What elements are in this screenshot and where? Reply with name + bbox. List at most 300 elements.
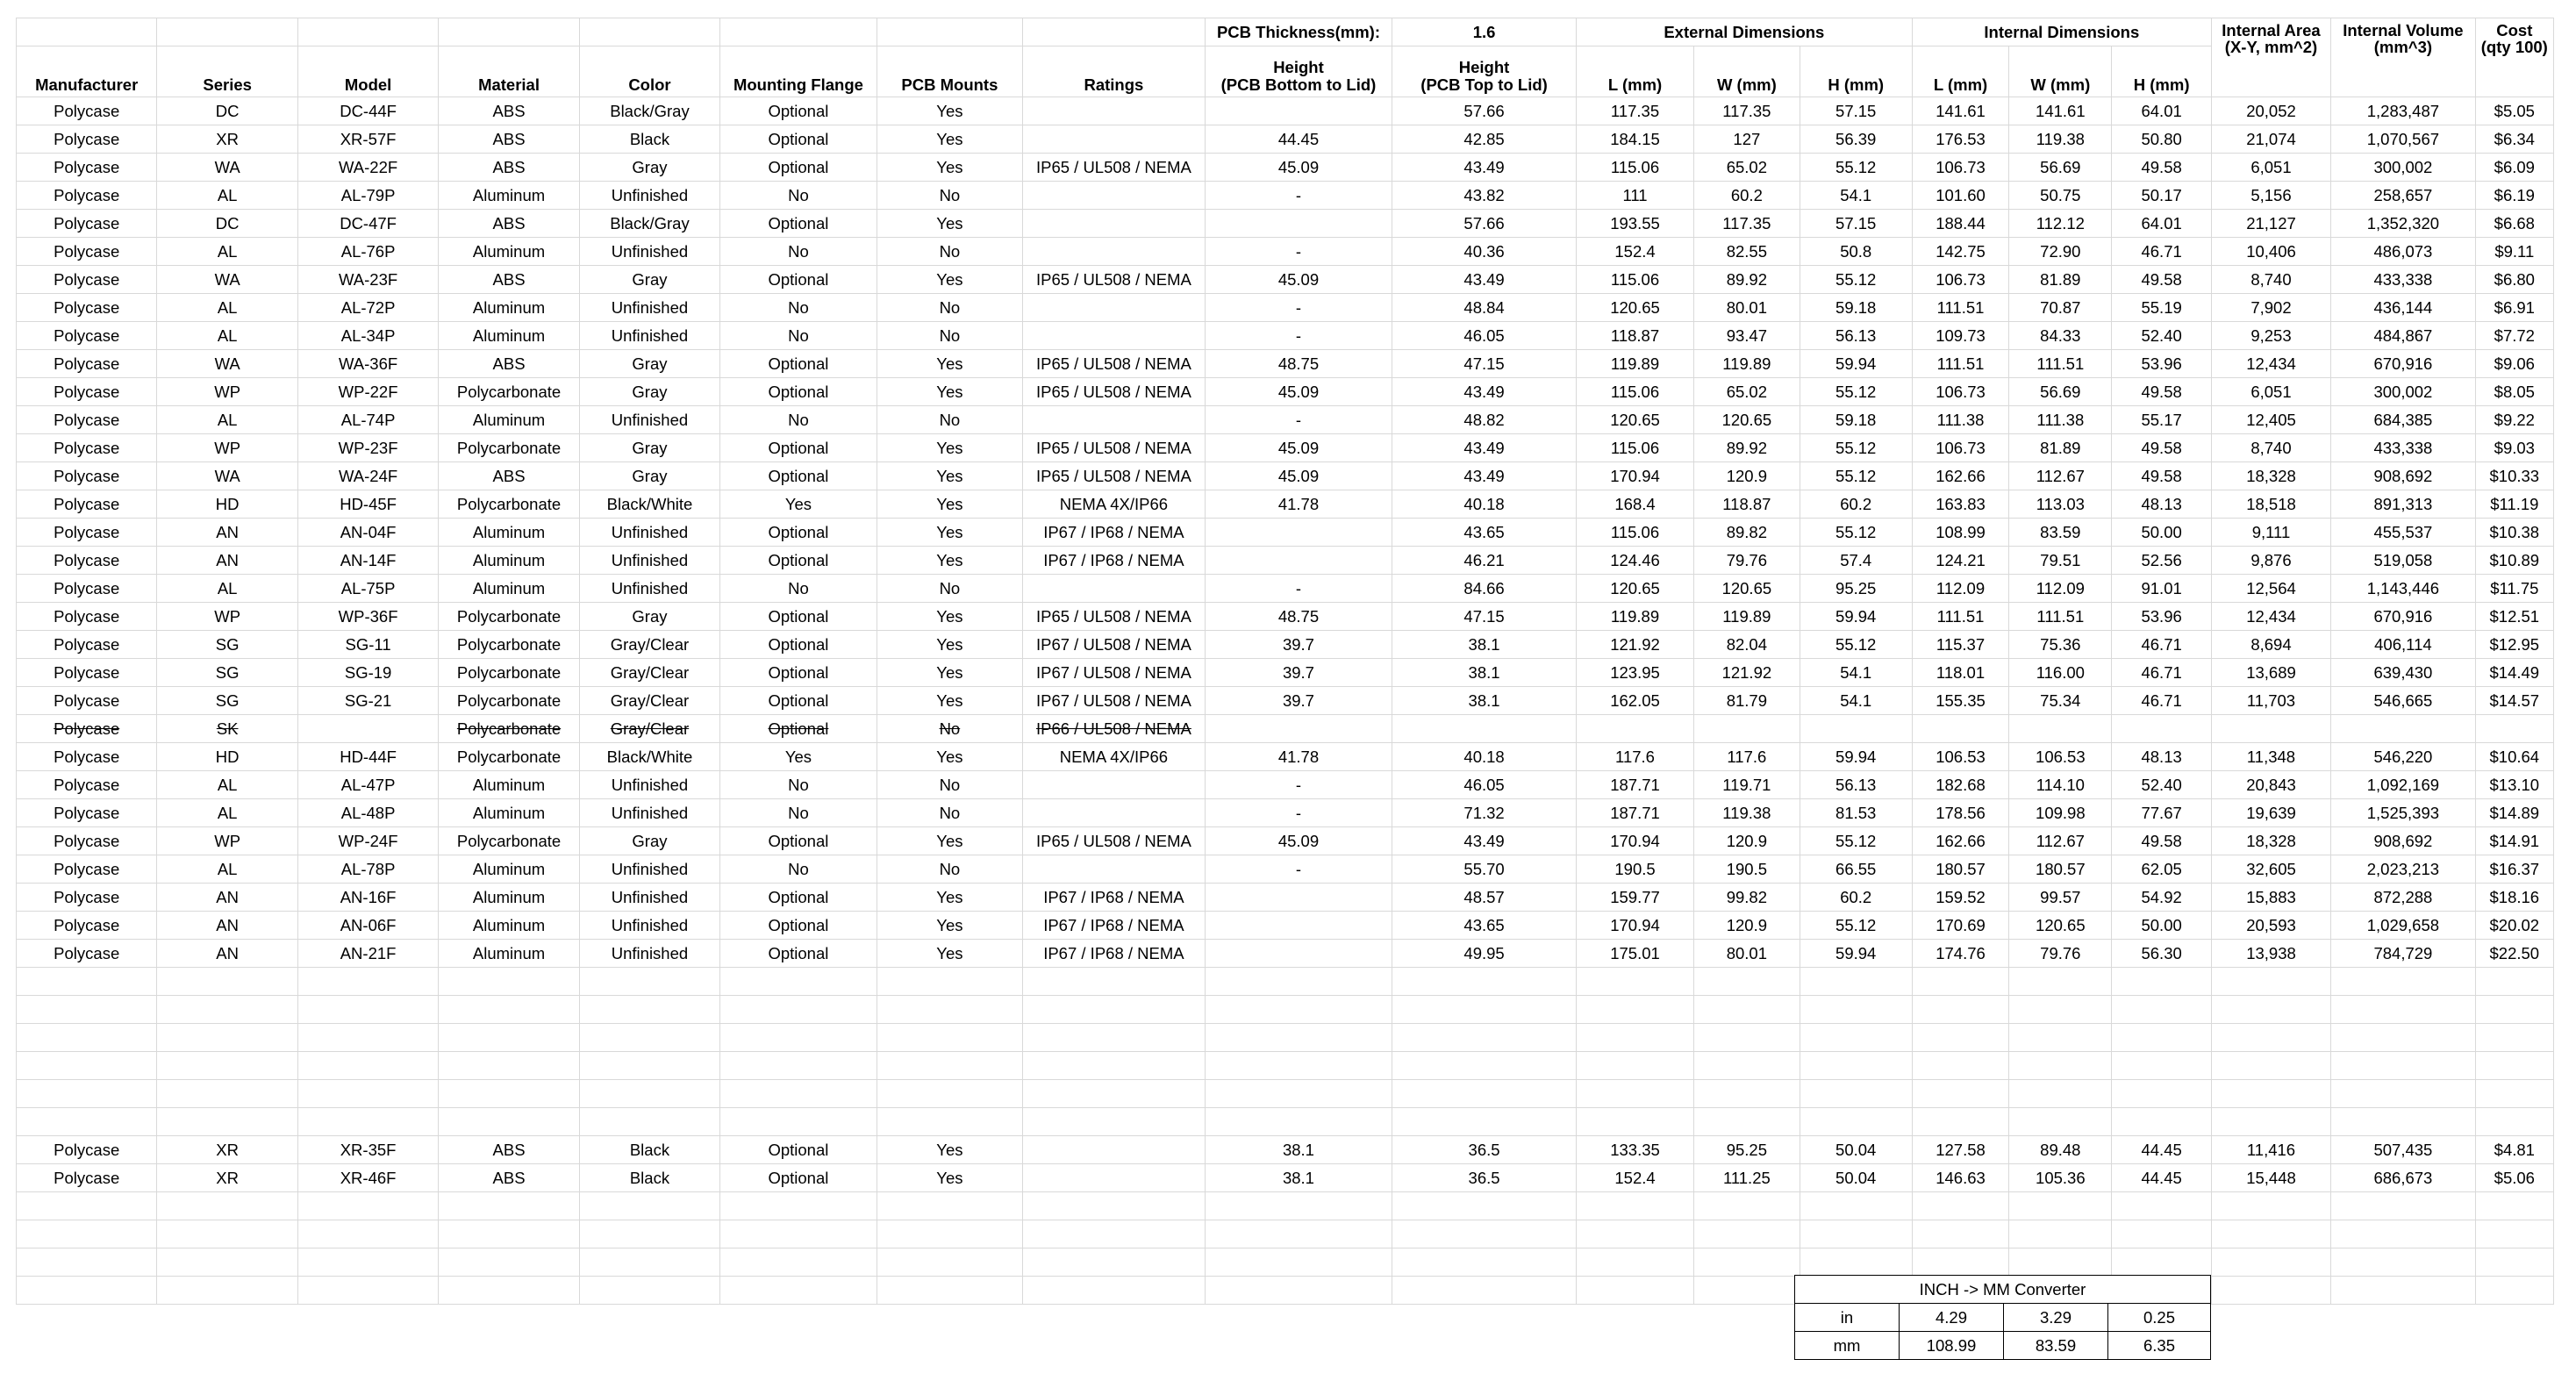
- cell[interactable]: [1912, 996, 2008, 1024]
- cell[interactable]: 133.35: [1576, 1136, 1693, 1164]
- cell[interactable]: [1800, 1052, 1912, 1080]
- cell[interactable]: Polycase: [17, 799, 157, 827]
- cell[interactable]: Optional: [720, 97, 877, 125]
- cell[interactable]: IP67 / UL508 / NEMA: [1023, 631, 1206, 659]
- cell[interactable]: [2009, 1080, 2112, 1108]
- cell[interactable]: [439, 1052, 579, 1080]
- col-header-material[interactable]: Material: [439, 47, 579, 97]
- cell[interactable]: Yes: [877, 659, 1022, 687]
- cell[interactable]: AL-74P: [297, 406, 438, 434]
- cell[interactable]: [877, 1220, 1022, 1248]
- cell[interactable]: Polycase: [17, 266, 157, 294]
- cell[interactable]: 40.18: [1392, 490, 1577, 519]
- cell[interactable]: 872,288: [2331, 884, 2475, 912]
- cell[interactable]: [2475, 1108, 2553, 1136]
- cell[interactable]: [2009, 1052, 2112, 1080]
- cell[interactable]: 49.58: [2112, 462, 2211, 490]
- cell[interactable]: 43.49: [1392, 266, 1577, 294]
- cell[interactable]: Polycase: [17, 827, 157, 855]
- cell[interactable]: [2009, 1192, 2112, 1220]
- cell[interactable]: 48.13: [2112, 490, 2211, 519]
- cell[interactable]: [720, 996, 877, 1024]
- cell[interactable]: 112.67: [2009, 462, 2112, 490]
- cell[interactable]: Yes: [877, 125, 1022, 154]
- cell[interactable]: [157, 1052, 297, 1080]
- cell[interactable]: 193.55: [1576, 210, 1693, 238]
- cell[interactable]: [1205, 996, 1392, 1024]
- cell[interactable]: WA-24F: [297, 462, 438, 490]
- cell[interactable]: Polycase: [17, 743, 157, 771]
- cell[interactable]: 41.78: [1205, 490, 1392, 519]
- cell[interactable]: [297, 968, 438, 996]
- cell[interactable]: 43.82: [1392, 182, 1577, 210]
- cell[interactable]: 101.60: [1912, 182, 2008, 210]
- cell[interactable]: 95.25: [1694, 1136, 1800, 1164]
- cell[interactable]: Polycase: [17, 490, 157, 519]
- cell[interactable]: 519,058: [2331, 547, 2475, 575]
- cell[interactable]: 111.51: [2009, 603, 2112, 631]
- cell[interactable]: Polycase: [17, 350, 157, 378]
- cell[interactable]: 80.01: [1694, 294, 1800, 322]
- cell[interactable]: 111.51: [1912, 603, 2008, 631]
- cell[interactable]: [720, 1192, 877, 1220]
- cell[interactable]: 52.56: [2112, 547, 2211, 575]
- cell[interactable]: [877, 1024, 1022, 1052]
- cell[interactable]: Aluminum: [439, 182, 579, 210]
- cell[interactable]: [1205, 519, 1392, 547]
- cell[interactable]: Polycase: [17, 547, 157, 575]
- cell[interactable]: [2331, 968, 2475, 996]
- cell[interactable]: [1023, 575, 1206, 603]
- cell[interactable]: 55.12: [1800, 154, 1912, 182]
- cell[interactable]: 93.47: [1694, 322, 1800, 350]
- cell[interactable]: [1912, 1220, 2008, 1248]
- converter-in-value-1[interactable]: 4.29: [1900, 1304, 2004, 1332]
- cell[interactable]: Polycase: [17, 687, 157, 715]
- cell[interactable]: [297, 1024, 438, 1052]
- cell[interactable]: 55.12: [1800, 827, 1912, 855]
- cell[interactable]: Polycase: [17, 940, 157, 968]
- cell[interactable]: 115.06: [1576, 154, 1693, 182]
- cell[interactable]: Optional: [720, 462, 877, 490]
- cell[interactable]: Optional: [720, 940, 877, 968]
- cell[interactable]: 10,406: [2211, 238, 2330, 266]
- cell[interactable]: [2112, 1052, 2211, 1080]
- cell[interactable]: 47.15: [1392, 350, 1577, 378]
- cell[interactable]: 9,253: [2211, 322, 2330, 350]
- cell[interactable]: $9.22: [2475, 406, 2553, 434]
- cell[interactable]: [1023, 1136, 1206, 1164]
- cell[interactable]: [1694, 1192, 1800, 1220]
- cell[interactable]: 48.84: [1392, 294, 1577, 322]
- cell[interactable]: Unfinished: [579, 912, 719, 940]
- cell[interactable]: [1694, 1277, 1800, 1305]
- cell[interactable]: [17, 1108, 157, 1136]
- cell[interactable]: 8,694: [2211, 631, 2330, 659]
- cell[interactable]: 115.06: [1576, 519, 1693, 547]
- cell[interactable]: 48.75: [1205, 350, 1392, 378]
- cell[interactable]: 91.01: [2112, 575, 2211, 603]
- cell[interactable]: 1,283,487: [2331, 97, 2475, 125]
- cell[interactable]: Polycarbonate: [439, 434, 579, 462]
- cell[interactable]: [17, 1220, 157, 1248]
- cell[interactable]: Aluminum: [439, 771, 579, 799]
- cell[interactable]: [2475, 996, 2553, 1024]
- cell[interactable]: [2211, 1248, 2330, 1277]
- cell[interactable]: 49.58: [2112, 154, 2211, 182]
- cell[interactable]: AL-75P: [297, 575, 438, 603]
- cell[interactable]: AN: [157, 884, 297, 912]
- cell[interactable]: 124.46: [1576, 547, 1693, 575]
- cell[interactable]: [1023, 1164, 1206, 1192]
- cell[interactable]: 484,867: [2331, 322, 2475, 350]
- cell[interactable]: 36.5: [1392, 1164, 1577, 1192]
- cell[interactable]: AN: [157, 547, 297, 575]
- cell[interactable]: IP66 / UL508 / NEMA: [1023, 715, 1206, 743]
- cell[interactable]: 57.66: [1392, 210, 1577, 238]
- cell[interactable]: No: [720, 294, 877, 322]
- cell[interactable]: AN-16F: [297, 884, 438, 912]
- cell[interactable]: [157, 1277, 297, 1305]
- cell[interactable]: [2112, 1248, 2211, 1277]
- cell[interactable]: AL: [157, 799, 297, 827]
- cell[interactable]: 55.12: [1800, 462, 1912, 490]
- cell[interactable]: [2211, 996, 2330, 1024]
- cell[interactable]: 118.87: [1694, 490, 1800, 519]
- cell[interactable]: Aluminum: [439, 294, 579, 322]
- cell[interactable]: 43.49: [1392, 154, 1577, 182]
- cell[interactable]: 99.82: [1694, 884, 1800, 912]
- cell[interactable]: 21,074: [2211, 125, 2330, 154]
- cell[interactable]: 258,657: [2331, 182, 2475, 210]
- cell[interactable]: [1392, 1192, 1577, 1220]
- cell[interactable]: 908,692: [2331, 827, 2475, 855]
- cell[interactable]: IP67 / IP68 / NEMA: [1023, 547, 1206, 575]
- cell[interactable]: 168.4: [1576, 490, 1693, 519]
- cell[interactable]: 106.53: [2009, 743, 2112, 771]
- cell[interactable]: [1205, 547, 1392, 575]
- cell[interactable]: IP65 / UL508 / NEMA: [1023, 266, 1206, 294]
- cell[interactable]: 45.09: [1205, 154, 1392, 182]
- cell[interactable]: AL: [157, 771, 297, 799]
- cell[interactable]: DC-44F: [297, 97, 438, 125]
- col-header-pcb-mounts[interactable]: PCB Mounts: [877, 47, 1022, 97]
- cell[interactable]: [2331, 1192, 2475, 1220]
- cell[interactable]: 159.52: [1912, 884, 2008, 912]
- cell[interactable]: AN-06F: [297, 912, 438, 940]
- col-header-height-top[interactable]: Height (PCB Top to Lid): [1392, 47, 1577, 97]
- cell[interactable]: Polycase: [17, 771, 157, 799]
- cell[interactable]: 106.53: [1912, 743, 2008, 771]
- cell[interactable]: Unfinished: [579, 322, 719, 350]
- cell[interactable]: 64.01: [2112, 97, 2211, 125]
- cell[interactable]: [2475, 1192, 2553, 1220]
- cell[interactable]: Optional: [720, 519, 877, 547]
- cell[interactable]: AL: [157, 238, 297, 266]
- cell[interactable]: [720, 968, 877, 996]
- cell[interactable]: Gray/Clear: [579, 659, 719, 687]
- cell[interactable]: 1,352,320: [2331, 210, 2475, 238]
- cell[interactable]: [1800, 715, 1912, 743]
- cell[interactable]: [297, 715, 438, 743]
- cell[interactable]: Polycase: [17, 855, 157, 884]
- cell[interactable]: [2475, 1248, 2553, 1277]
- cell[interactable]: [2475, 715, 2553, 743]
- cell[interactable]: 39.7: [1205, 631, 1392, 659]
- cell[interactable]: 75.36: [2009, 631, 2112, 659]
- cell[interactable]: 49.58: [2112, 434, 2211, 462]
- cell[interactable]: 46.71: [2112, 238, 2211, 266]
- cell[interactable]: Optional: [720, 631, 877, 659]
- cell[interactable]: 11,348: [2211, 743, 2330, 771]
- cell[interactable]: [1912, 715, 2008, 743]
- cell[interactable]: Optional: [720, 1136, 877, 1164]
- cell[interactable]: 115.37: [1912, 631, 2008, 659]
- cell[interactable]: 686,673: [2331, 1164, 2475, 1192]
- cell[interactable]: 170.94: [1576, 827, 1693, 855]
- cell[interactable]: 50.00: [2112, 912, 2211, 940]
- cell[interactable]: [17, 18, 157, 47]
- cell[interactable]: 119.89: [1576, 603, 1693, 631]
- cell[interactable]: Polycase: [17, 97, 157, 125]
- cell[interactable]: [877, 996, 1022, 1024]
- cell[interactable]: $10.89: [2475, 547, 2553, 575]
- cell[interactable]: [2211, 1108, 2330, 1136]
- cell[interactable]: AL-76P: [297, 238, 438, 266]
- cell[interactable]: [439, 1024, 579, 1052]
- cell[interactable]: Yes: [877, 940, 1022, 968]
- cell[interactable]: 115.06: [1576, 434, 1693, 462]
- cell[interactable]: [1576, 1248, 1693, 1277]
- cell[interactable]: $8.05: [2475, 378, 2553, 406]
- cell[interactable]: [157, 1248, 297, 1277]
- cell[interactable]: [1023, 1277, 1206, 1305]
- cell[interactable]: 127: [1694, 125, 1800, 154]
- cell[interactable]: No: [877, 322, 1022, 350]
- cell[interactable]: 13,689: [2211, 659, 2330, 687]
- cell[interactable]: 670,916: [2331, 350, 2475, 378]
- cell[interactable]: 65.02: [1694, 378, 1800, 406]
- cell[interactable]: 59.94: [1800, 940, 1912, 968]
- cell[interactable]: [2475, 1024, 2553, 1052]
- cell[interactable]: No: [720, 575, 877, 603]
- cell[interactable]: $5.05: [2475, 97, 2553, 125]
- cell[interactable]: [1023, 771, 1206, 799]
- cell[interactable]: [877, 1108, 1022, 1136]
- cell[interactable]: HD-45F: [297, 490, 438, 519]
- cell[interactable]: 57.15: [1800, 97, 1912, 125]
- cell[interactable]: Yes: [877, 434, 1022, 462]
- cell[interactable]: [1023, 799, 1206, 827]
- cell[interactable]: [877, 1080, 1022, 1108]
- cell[interactable]: Polycase: [17, 462, 157, 490]
- cell[interactable]: [1205, 210, 1392, 238]
- cell[interactable]: 53.96: [2112, 603, 2211, 631]
- cell[interactable]: Yes: [877, 490, 1022, 519]
- cell[interactable]: 115.06: [1576, 266, 1693, 294]
- cell[interactable]: 111.38: [1912, 406, 2008, 434]
- cell[interactable]: WP: [157, 434, 297, 462]
- cell[interactable]: 43.49: [1392, 827, 1577, 855]
- cell[interactable]: 180.57: [2009, 855, 2112, 884]
- cell[interactable]: [2331, 996, 2475, 1024]
- cell[interactable]: 1,525,393: [2331, 799, 2475, 827]
- cell[interactable]: 300,002: [2331, 154, 2475, 182]
- cell[interactable]: Polycase: [17, 1164, 157, 1192]
- cell[interactable]: 40.18: [1392, 743, 1577, 771]
- cell[interactable]: 55.12: [1800, 434, 1912, 462]
- cell[interactable]: -: [1205, 182, 1392, 210]
- cell[interactable]: 111.51: [2009, 350, 2112, 378]
- cell[interactable]: $6.19: [2475, 182, 2553, 210]
- cell[interactable]: $7.72: [2475, 322, 2553, 350]
- cell[interactable]: Polycase: [17, 125, 157, 154]
- cell[interactable]: AL-78P: [297, 855, 438, 884]
- cell[interactable]: 45.09: [1205, 266, 1392, 294]
- cell[interactable]: ABS: [439, 154, 579, 182]
- cell[interactable]: Gray: [579, 154, 719, 182]
- cell[interactable]: [1392, 1108, 1577, 1136]
- cell[interactable]: 59.94: [1800, 603, 1912, 631]
- cell[interactable]: Yes: [877, 827, 1022, 855]
- cell[interactable]: Yes: [877, 912, 1022, 940]
- cell[interactable]: 116.00: [2009, 659, 2112, 687]
- cell[interactable]: 163.83: [1912, 490, 2008, 519]
- cell[interactable]: 300,002: [2331, 378, 2475, 406]
- cell[interactable]: [1023, 1108, 1206, 1136]
- cell[interactable]: AN: [157, 940, 297, 968]
- cell[interactable]: 112.12: [2009, 210, 2112, 238]
- cell[interactable]: [877, 1277, 1022, 1305]
- cell[interactable]: [1800, 1080, 1912, 1108]
- col-header-ext-h[interactable]: H (mm): [1800, 47, 1912, 97]
- cell[interactable]: 12,434: [2211, 603, 2330, 631]
- cell[interactable]: [1576, 1277, 1693, 1305]
- cell[interactable]: 84.66: [1392, 575, 1577, 603]
- cell[interactable]: [1023, 1080, 1206, 1108]
- cell[interactable]: IP67 / IP68 / NEMA: [1023, 884, 1206, 912]
- cell[interactable]: [1023, 1052, 1206, 1080]
- col-header-model[interactable]: Model: [297, 47, 438, 97]
- cell[interactable]: $11.19: [2475, 490, 2553, 519]
- cell[interactable]: SK: [157, 715, 297, 743]
- cell[interactable]: 11,703: [2211, 687, 2330, 715]
- cell[interactable]: [297, 1052, 438, 1080]
- cell[interactable]: [720, 1108, 877, 1136]
- cell[interactable]: 175.01: [1576, 940, 1693, 968]
- cell[interactable]: IP67 / IP68 / NEMA: [1023, 912, 1206, 940]
- cell[interactable]: Polycase: [17, 406, 157, 434]
- cell[interactable]: 95.25: [1800, 575, 1912, 603]
- cell[interactable]: 60.2: [1694, 182, 1800, 210]
- cell[interactable]: 1,029,658: [2331, 912, 2475, 940]
- cell[interactable]: 36.5: [1392, 1136, 1577, 1164]
- cell[interactable]: [1576, 968, 1693, 996]
- cell[interactable]: 182.68: [1912, 771, 2008, 799]
- cell[interactable]: 118.01: [1912, 659, 2008, 687]
- cell[interactable]: Yes: [877, 884, 1022, 912]
- cell[interactable]: Optional: [720, 884, 877, 912]
- cell[interactable]: 89.92: [1694, 266, 1800, 294]
- cell[interactable]: $9.03: [2475, 434, 2553, 462]
- cell[interactable]: 56.39: [1800, 125, 1912, 154]
- cell[interactable]: 39.7: [1205, 659, 1392, 687]
- cell[interactable]: [1205, 940, 1392, 968]
- cell[interactable]: Optional: [720, 154, 877, 182]
- cell[interactable]: WP: [157, 378, 297, 406]
- cell[interactable]: 142.75: [1912, 238, 2008, 266]
- cell[interactable]: 486,073: [2331, 238, 2475, 266]
- cell[interactable]: [579, 996, 719, 1024]
- cell[interactable]: 11,416: [2211, 1136, 2330, 1164]
- cell[interactable]: [1576, 1080, 1693, 1108]
- cell[interactable]: [1023, 406, 1206, 434]
- cell[interactable]: Polycarbonate: [439, 827, 579, 855]
- cell[interactable]: AL: [157, 294, 297, 322]
- cell[interactable]: $4.81: [2475, 1136, 2553, 1164]
- cell[interactable]: [1392, 1220, 1577, 1248]
- cell[interactable]: 82.55: [1694, 238, 1800, 266]
- cell[interactable]: No: [877, 182, 1022, 210]
- cell[interactable]: [2112, 968, 2211, 996]
- cell[interactable]: [720, 18, 877, 47]
- cell[interactable]: 56.69: [2009, 378, 2112, 406]
- cell[interactable]: [2112, 1024, 2211, 1052]
- cell[interactable]: 49.95: [1392, 940, 1577, 968]
- cell[interactable]: -: [1205, 575, 1392, 603]
- cell[interactable]: ABS: [439, 266, 579, 294]
- cell[interactable]: 44.45: [2112, 1164, 2211, 1192]
- cell[interactable]: Aluminum: [439, 547, 579, 575]
- cell[interactable]: 891,313: [2331, 490, 2475, 519]
- cell[interactable]: 41.78: [1205, 743, 1392, 771]
- cell[interactable]: $5.06: [2475, 1164, 2553, 1192]
- cell[interactable]: [157, 968, 297, 996]
- cell[interactable]: 121.92: [1576, 631, 1693, 659]
- cell[interactable]: [1023, 1024, 1206, 1052]
- cell[interactable]: 120.65: [2009, 912, 2112, 940]
- cell[interactable]: [1800, 996, 1912, 1024]
- col-header-height-bottom[interactable]: Height (PCB Bottom to Lid): [1205, 47, 1392, 97]
- cell[interactable]: Polycase: [17, 238, 157, 266]
- cell[interactable]: Polycase: [17, 715, 157, 743]
- cell[interactable]: [157, 18, 297, 47]
- cell[interactable]: [1392, 715, 1577, 743]
- cell[interactable]: [1912, 1052, 2008, 1080]
- cell[interactable]: 6,051: [2211, 378, 2330, 406]
- cell[interactable]: WA: [157, 350, 297, 378]
- cell[interactable]: [1392, 1052, 1577, 1080]
- cell[interactable]: [1694, 968, 1800, 996]
- cell[interactable]: Unfinished: [579, 575, 719, 603]
- cell[interactable]: 50.8: [1800, 238, 1912, 266]
- cell[interactable]: Polycase: [17, 210, 157, 238]
- cell[interactable]: No: [877, 855, 1022, 884]
- cell[interactable]: 12,434: [2211, 350, 2330, 378]
- cell[interactable]: $12.95: [2475, 631, 2553, 659]
- cell[interactable]: 49.58: [2112, 266, 2211, 294]
- cell[interactable]: Aluminum: [439, 238, 579, 266]
- cell[interactable]: [1576, 1108, 1693, 1136]
- cell[interactable]: 113.03: [2009, 490, 2112, 519]
- cell[interactable]: $6.91: [2475, 294, 2553, 322]
- cell[interactable]: IP67 / UL508 / NEMA: [1023, 659, 1206, 687]
- cell[interactable]: Yes: [877, 378, 1022, 406]
- cell[interactable]: [17, 1080, 157, 1108]
- cell[interactable]: [2112, 1192, 2211, 1220]
- cell[interactable]: [720, 1277, 877, 1305]
- cell[interactable]: 114.10: [2009, 771, 2112, 799]
